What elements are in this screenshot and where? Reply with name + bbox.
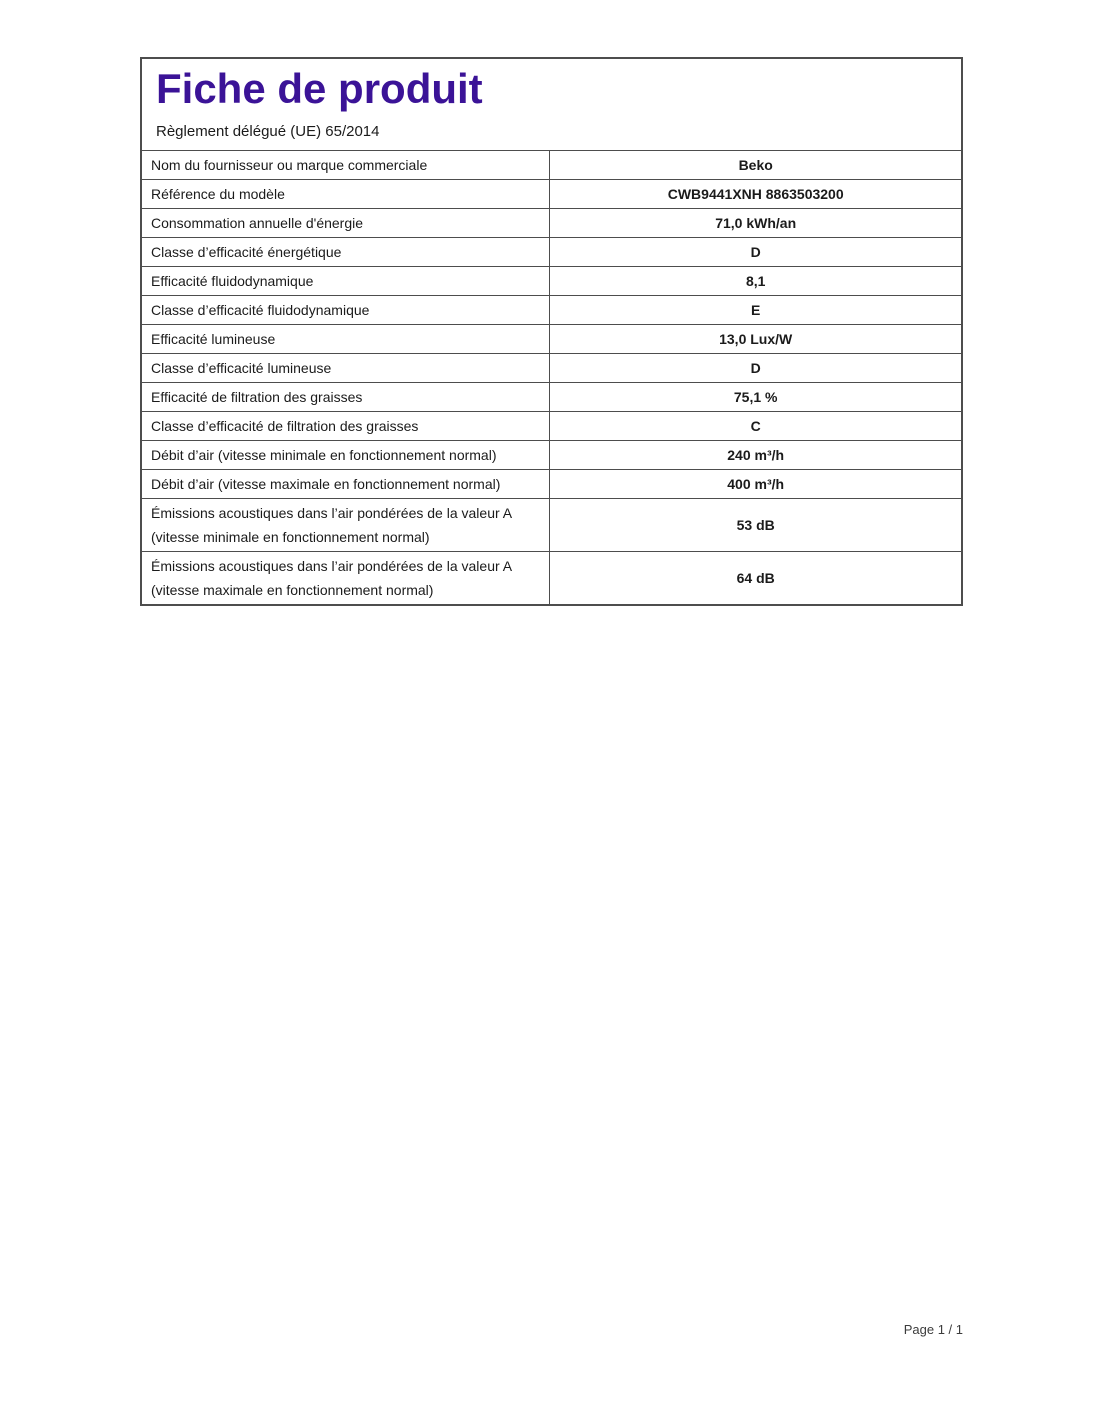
- product-fiche-document: [140, 57, 963, 606]
- table-row: [142, 354, 961, 383]
- row-value: 8,1: [550, 267, 961, 296]
- page-title: Fiche de produit: [156, 65, 483, 112]
- row-value: D: [550, 238, 961, 267]
- table-row: [142, 499, 961, 552]
- row-label: Classe d’efficacité de filtration des graisses: [142, 412, 550, 441]
- regulation-subtitle: Règlement délégué (UE) 65/2014: [156, 123, 380, 141]
- row-value: 75,1 %: [550, 383, 961, 412]
- row-label: Nom du fournisseur ou marque commerciale: [142, 151, 550, 180]
- row-label: Consommation annuelle d'énergie: [142, 209, 550, 238]
- spec-table: [142, 150, 961, 604]
- table-row: [142, 296, 961, 325]
- table-row: [142, 325, 961, 354]
- row-label: Émissions acoustiques dans l’air pondérées de la valeur A (vitesse maximale en fonctionnement normal): [142, 552, 550, 605]
- row-value: 71,0 kWh/an: [550, 209, 961, 238]
- row-label: Référence du modèle: [142, 180, 550, 209]
- row-label: Débit d’air (vitesse maximale en fonctionnement normal): [142, 470, 550, 499]
- row-value: C: [550, 412, 961, 441]
- row-label: Classe d’efficacité énergétique: [142, 238, 550, 267]
- row-value: E: [550, 296, 961, 325]
- table-row: [142, 412, 961, 441]
- row-value: 13,0 Lux/W: [550, 325, 961, 354]
- row-value: D: [550, 354, 961, 383]
- document-header: [142, 59, 961, 150]
- row-value: CWB9441XNH 8863503200: [550, 180, 961, 209]
- table-row: [142, 552, 961, 605]
- row-value: 400 m³/h: [550, 470, 961, 499]
- row-label: Efficacité de filtration des graisses: [142, 383, 550, 412]
- row-value: 64 dB: [550, 552, 961, 605]
- row-label: Débit d’air (vitesse minimale en fonctionnement normal): [142, 441, 550, 470]
- table-row: [142, 267, 961, 296]
- table-row: [142, 238, 961, 267]
- row-label: Efficacité lumineuse: [142, 325, 550, 354]
- row-label: Émissions acoustiques dans l’air pondérées de la valeur A (vitesse minimale en fonctionnement normal): [142, 499, 550, 552]
- table-row: [142, 441, 961, 470]
- table-row: [142, 180, 961, 209]
- table-row: [142, 209, 961, 238]
- row-value: Beko: [550, 151, 961, 180]
- page-number: Page 1 / 1: [903, 1322, 963, 1337]
- table-row: [142, 470, 961, 499]
- row-label: Classe d’efficacité lumineuse: [142, 354, 550, 383]
- row-value: 53 dB: [550, 499, 961, 552]
- row-label: Efficacité fluidodynamique: [142, 267, 550, 296]
- row-value: 240 m³/h: [550, 441, 961, 470]
- spec-table-body: [142, 151, 961, 605]
- table-row: [142, 151, 961, 180]
- row-label: Classe d’efficacité fluidodynamique: [142, 296, 550, 325]
- table-row: [142, 383, 961, 412]
